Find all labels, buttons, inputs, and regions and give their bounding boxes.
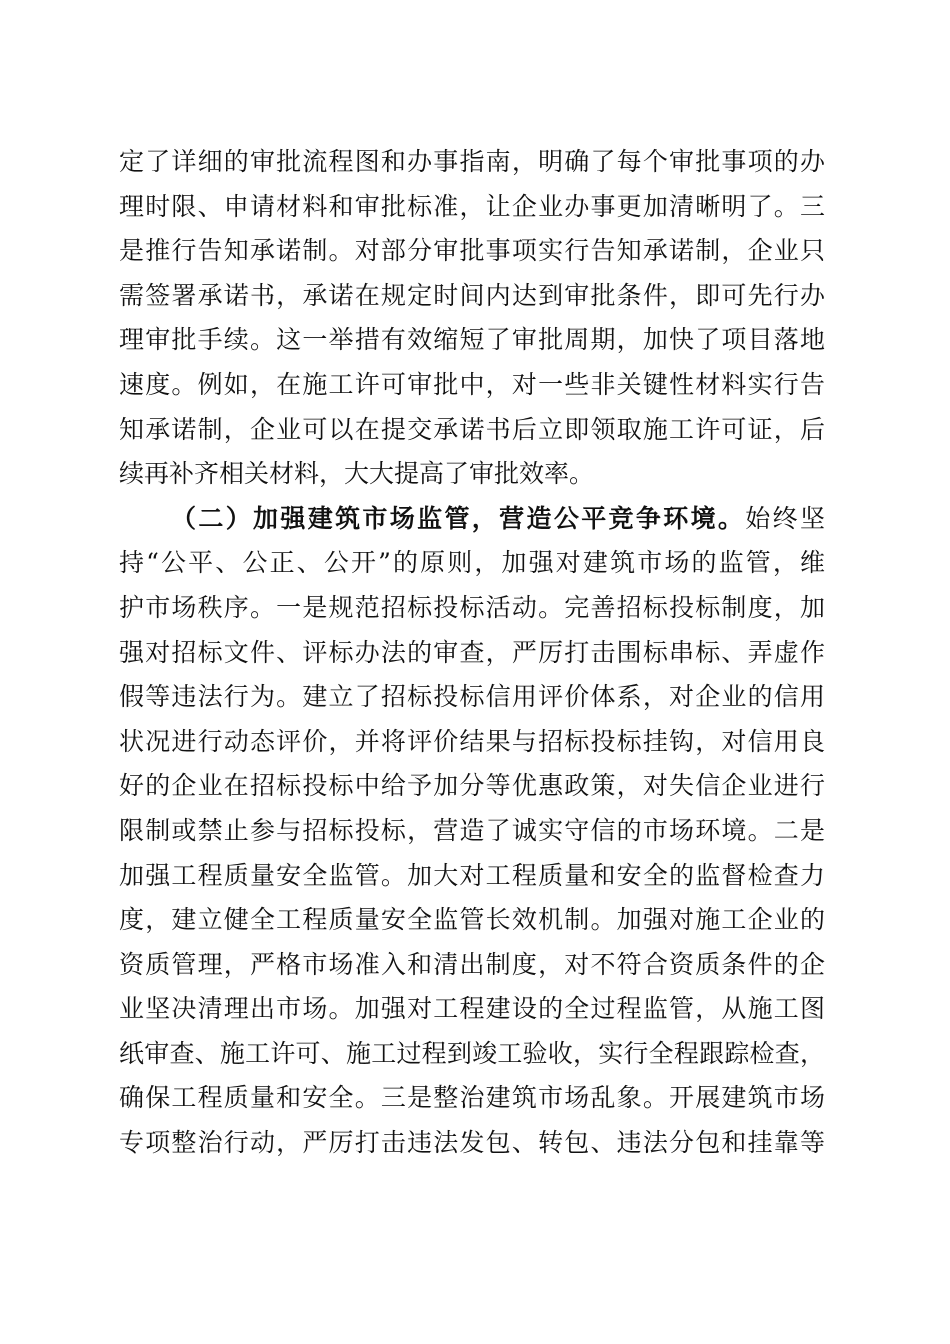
text-line: 加强工程质量安全监管。加大对工程质量和安全的监督检查力 bbox=[119, 860, 825, 890]
text-line: 持“公平、公正、公开”的原则，加强对建筑市场的监管，维 bbox=[119, 548, 825, 578]
text-line: 度，建立健全工程质量安全监管长效机制。加强对施工企业的 bbox=[119, 905, 825, 935]
text-line: 速度。例如，在施工许可审批中，对一些非关键性材料实行告 bbox=[119, 369, 825, 399]
text-line: 强对招标文件、评标办法的审查，严厉打击围标串标、弄虚作 bbox=[119, 637, 825, 667]
text-line: 护市场秩序。一是规范招标投标活动。完善招标投标制度，加 bbox=[119, 592, 825, 622]
text-line: 限制或禁止参与招标投标，营造了诚实守信的市场环境。二是 bbox=[119, 815, 825, 845]
text-line: 知承诺制，企业可以在提交承诺书后立即领取施工许可证，后 bbox=[119, 414, 825, 444]
text-line: 续再补齐相关材料，大大提高了审批效率。 bbox=[119, 459, 595, 489]
text-line-first bbox=[119, 497, 825, 542]
section-heading: （二）加强建筑市场监管，营造公平竞争环境。 bbox=[171, 503, 746, 533]
heading-continuation: 始终坚 bbox=[745, 503, 825, 533]
paragraph-market-supervision bbox=[119, 497, 825, 1166]
text-line: 假等违法行为。建立了招标投标信用评价体系，对企业的信用 bbox=[119, 682, 825, 712]
text-line: 状况进行动态评价，并将评价结果与招标投标挂钩，对信用良 bbox=[119, 726, 825, 756]
text-line: 需签署承诺书，承诺在规定时间内达到审批条件，即可先行办 bbox=[119, 280, 825, 310]
text-line: 纸审查、施工许可、施工过程到竣工验收，实行全程跟踪检查， bbox=[119, 1038, 825, 1068]
text-line: 是推行告知承诺制。对部分审批事项实行告知承诺制，企业只 bbox=[119, 236, 825, 266]
text-line: 理审批手续。这一举措有效缩短了审批周期，加快了项目落地 bbox=[119, 325, 825, 355]
text-line: 定了详细的审批流程图和办事指南，明确了每个审批事项的办 bbox=[119, 147, 825, 176]
text-line: 理时限、申请材料和审批标准，让企业办事更加清晰明了。三 bbox=[119, 191, 825, 221]
paragraph-approval-process bbox=[119, 140, 825, 497]
text-line: 业坚决清理出市场。加强对工程建设的全过程监管，从施工图 bbox=[119, 994, 825, 1024]
text-line: 资质管理，严格市场准入和清出制度，对不符合资质条件的企 bbox=[119, 949, 825, 979]
body-text bbox=[119, 140, 825, 1166]
text-line: 好的企业在招标投标中给予加分等优惠政策，对失信企业进行 bbox=[119, 771, 825, 801]
text-line: 确保工程质量和安全。三是整治建筑市场乱象。开展建筑市场 bbox=[119, 1083, 825, 1113]
text-line: 专项整治行动，严厉打击违法发包、转包、违法分包和挂靠等 bbox=[119, 1128, 825, 1158]
